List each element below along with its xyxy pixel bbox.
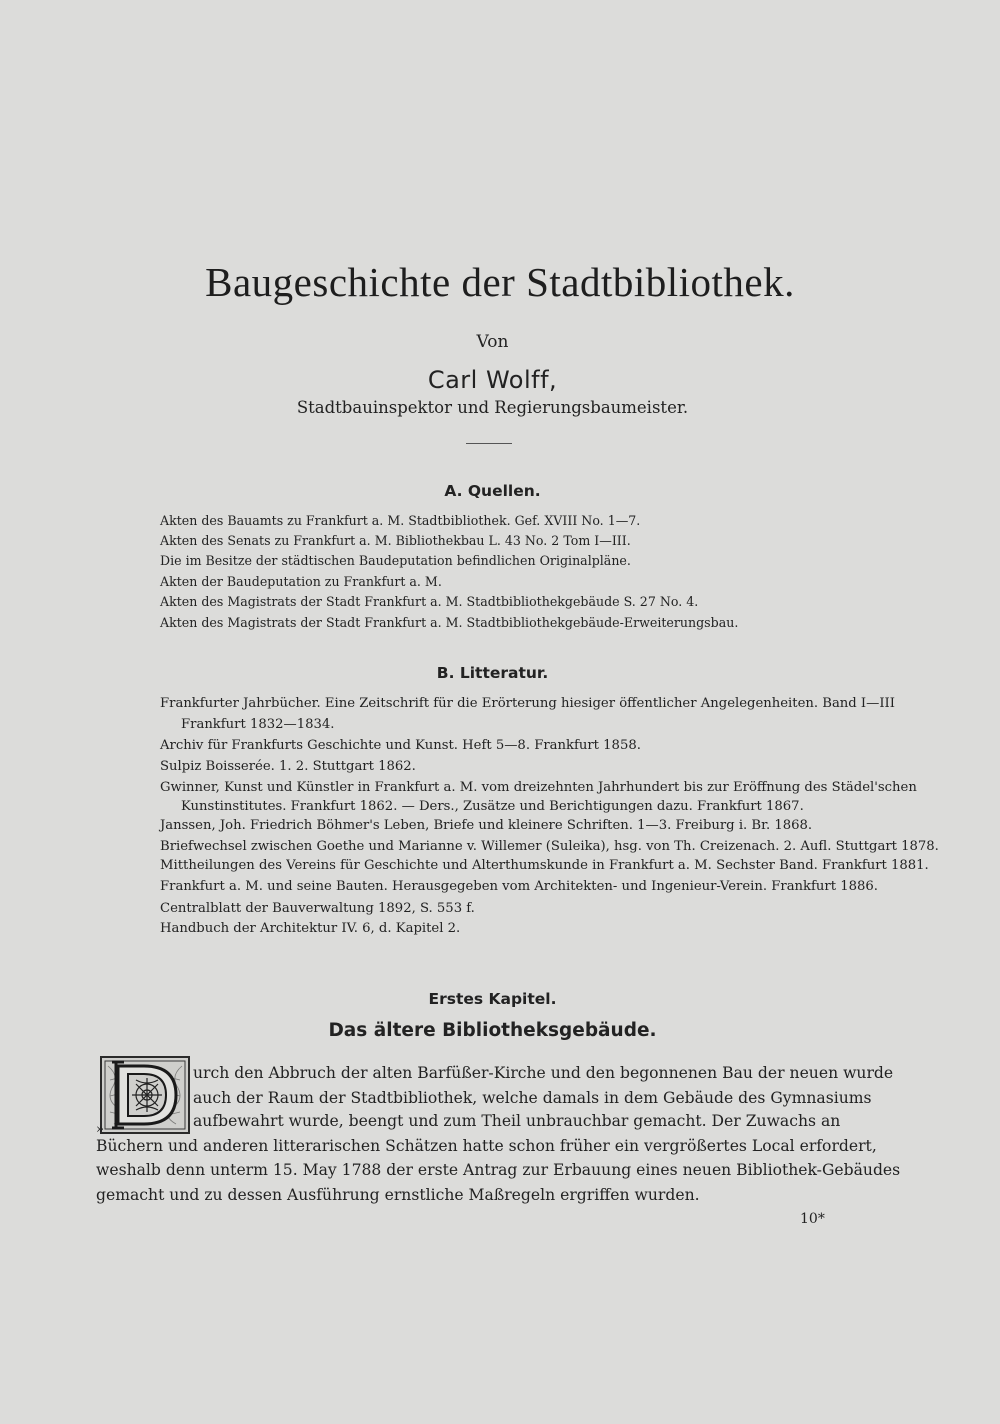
page-number: 10*	[800, 1211, 825, 1227]
literature-line: Archiv für Frankfurts Geschichte und Kunst. Heft 5—8. Frankfurt 1858.	[160, 738, 641, 753]
literature-line: Kunstinstitutes. Frankfurt 1862. — Ders., Zusätze und Berichtigungen dazu. Frankfurt 1867.	[181, 799, 804, 814]
body-line: auch der Raum der Stadtbibliothek, welche damals in dem Gebäude des Gymnasiums	[193, 1089, 872, 1107]
body-line: gemacht und zu dessen Ausführung ernstliche Maßregeln ergriffen wurden.	[96, 1186, 700, 1204]
source-item: Akten des Magistrats der Stadt Frankfurt a. M. Stadtbibliothekgebäude-Erweiterungsbau.	[160, 615, 739, 630]
body-line: aufbewahrt wurde, beengt und zum Theil unbrauchbar gemacht. Der Zuwachs an	[193, 1112, 841, 1130]
quellen-heading: A. Quellen.	[444, 482, 541, 500]
author-name: Carl Wolff,	[427, 366, 558, 394]
source-item: Akten des Bauamts zu Frankfurt a. M. Stadtbibliothek. Gef. XVIII No. 1—7.	[160, 513, 641, 528]
literature-line: Gwinner, Kunst und Künstler in Frankfurt a. M. vom dreizehnten Jahrhundert bis zur Eröffnung des Städel'schen	[160, 780, 917, 795]
literature-line: Mittheilungen des Vereins für Geschichte und Alterthumskunde in Frankfurt a. M. Sechster Band. Frankfurt 1881.	[160, 858, 929, 873]
literature-line: Sulpiz Boisserée. 1. 2. Stuttgart 1862.	[160, 759, 416, 774]
body-line: Büchern und anderen litterarischen Schätzen hatte schon früher ein vergrößertes Local erfordert,	[96, 1137, 877, 1155]
literature-line: Frankfurter Jahrbücher. Eine Zeitschrift für die Erörterung hiesiger öffentlicher Angelegenheiten. Band I—III	[160, 696, 895, 711]
ornament-initial-icon	[100, 1056, 190, 1134]
body-line: weshalb denn unterm 15. May 1788 der erste Antrag zur Erbauung eines neuen Bibliothek-Gebäudes	[96, 1161, 901, 1179]
decorated-initial	[100, 1056, 190, 1134]
literature-line: Handbuch der Architektur IV. 6, d. Kapitel 2.	[160, 921, 461, 936]
title-divider	[466, 443, 512, 444]
literature-line: Frankfurt a. M. und seine Bauten. Herausgegeben vom Architekten- und Ingenieur-Verein. Frankfurt 1886.	[160, 879, 878, 894]
source-item: Die im Besitze der städtischen Baudeputation befindlichen Originalpläne.	[160, 553, 631, 568]
literature-line: Centralblatt der Bauverwaltung 1892, S. 553 f.	[160, 901, 475, 916]
page-title: Baugeschichte der Stadtbibliothek.	[205, 259, 795, 305]
body-line: urch den Abbruch der alten Barfüßer-Kirche und den begonnenen Bau der neuen wurde	[193, 1064, 894, 1082]
chapter-number: Erstes Kapitel.	[428, 990, 557, 1008]
litteratur-heading: B. Litteratur.	[436, 664, 549, 682]
chapter-title: Das ältere Bibliotheksgebäude.	[328, 1020, 657, 1041]
byline-von: Von	[476, 332, 509, 352]
source-item: Akten des Senats zu Frankfurt a. M. Bibliothekbau L. 43 No. 2 Tom I—III.	[160, 533, 631, 548]
literature-line: Janssen, Joh. Friedrich Böhmer's Leben, Briefe und kleinere Schriften. 1—3. Freiburg i. Br. 1868.	[160, 818, 813, 833]
author-role: Stadtbauinspektor und Regierungsbaumeister.	[296, 398, 689, 417]
literature-line: Frankfurt 1832—1834.	[181, 717, 335, 732]
source-item: Akten der Baudeputation zu Frankfurt a. M.	[160, 574, 442, 589]
source-item: Akten des Magistrats der Stadt Frankfurt a. M. Stadtbibliothekgebäude S. 27 No. 4.	[160, 594, 699, 609]
literature-line: Briefwechsel zwischen Goethe und Marianne v. Willemer (Suleika), hsg. von Th. Creizenach. 2. Aufl. Stuttgart 1878.	[160, 839, 939, 854]
quote-mark: »	[96, 1122, 104, 1137]
